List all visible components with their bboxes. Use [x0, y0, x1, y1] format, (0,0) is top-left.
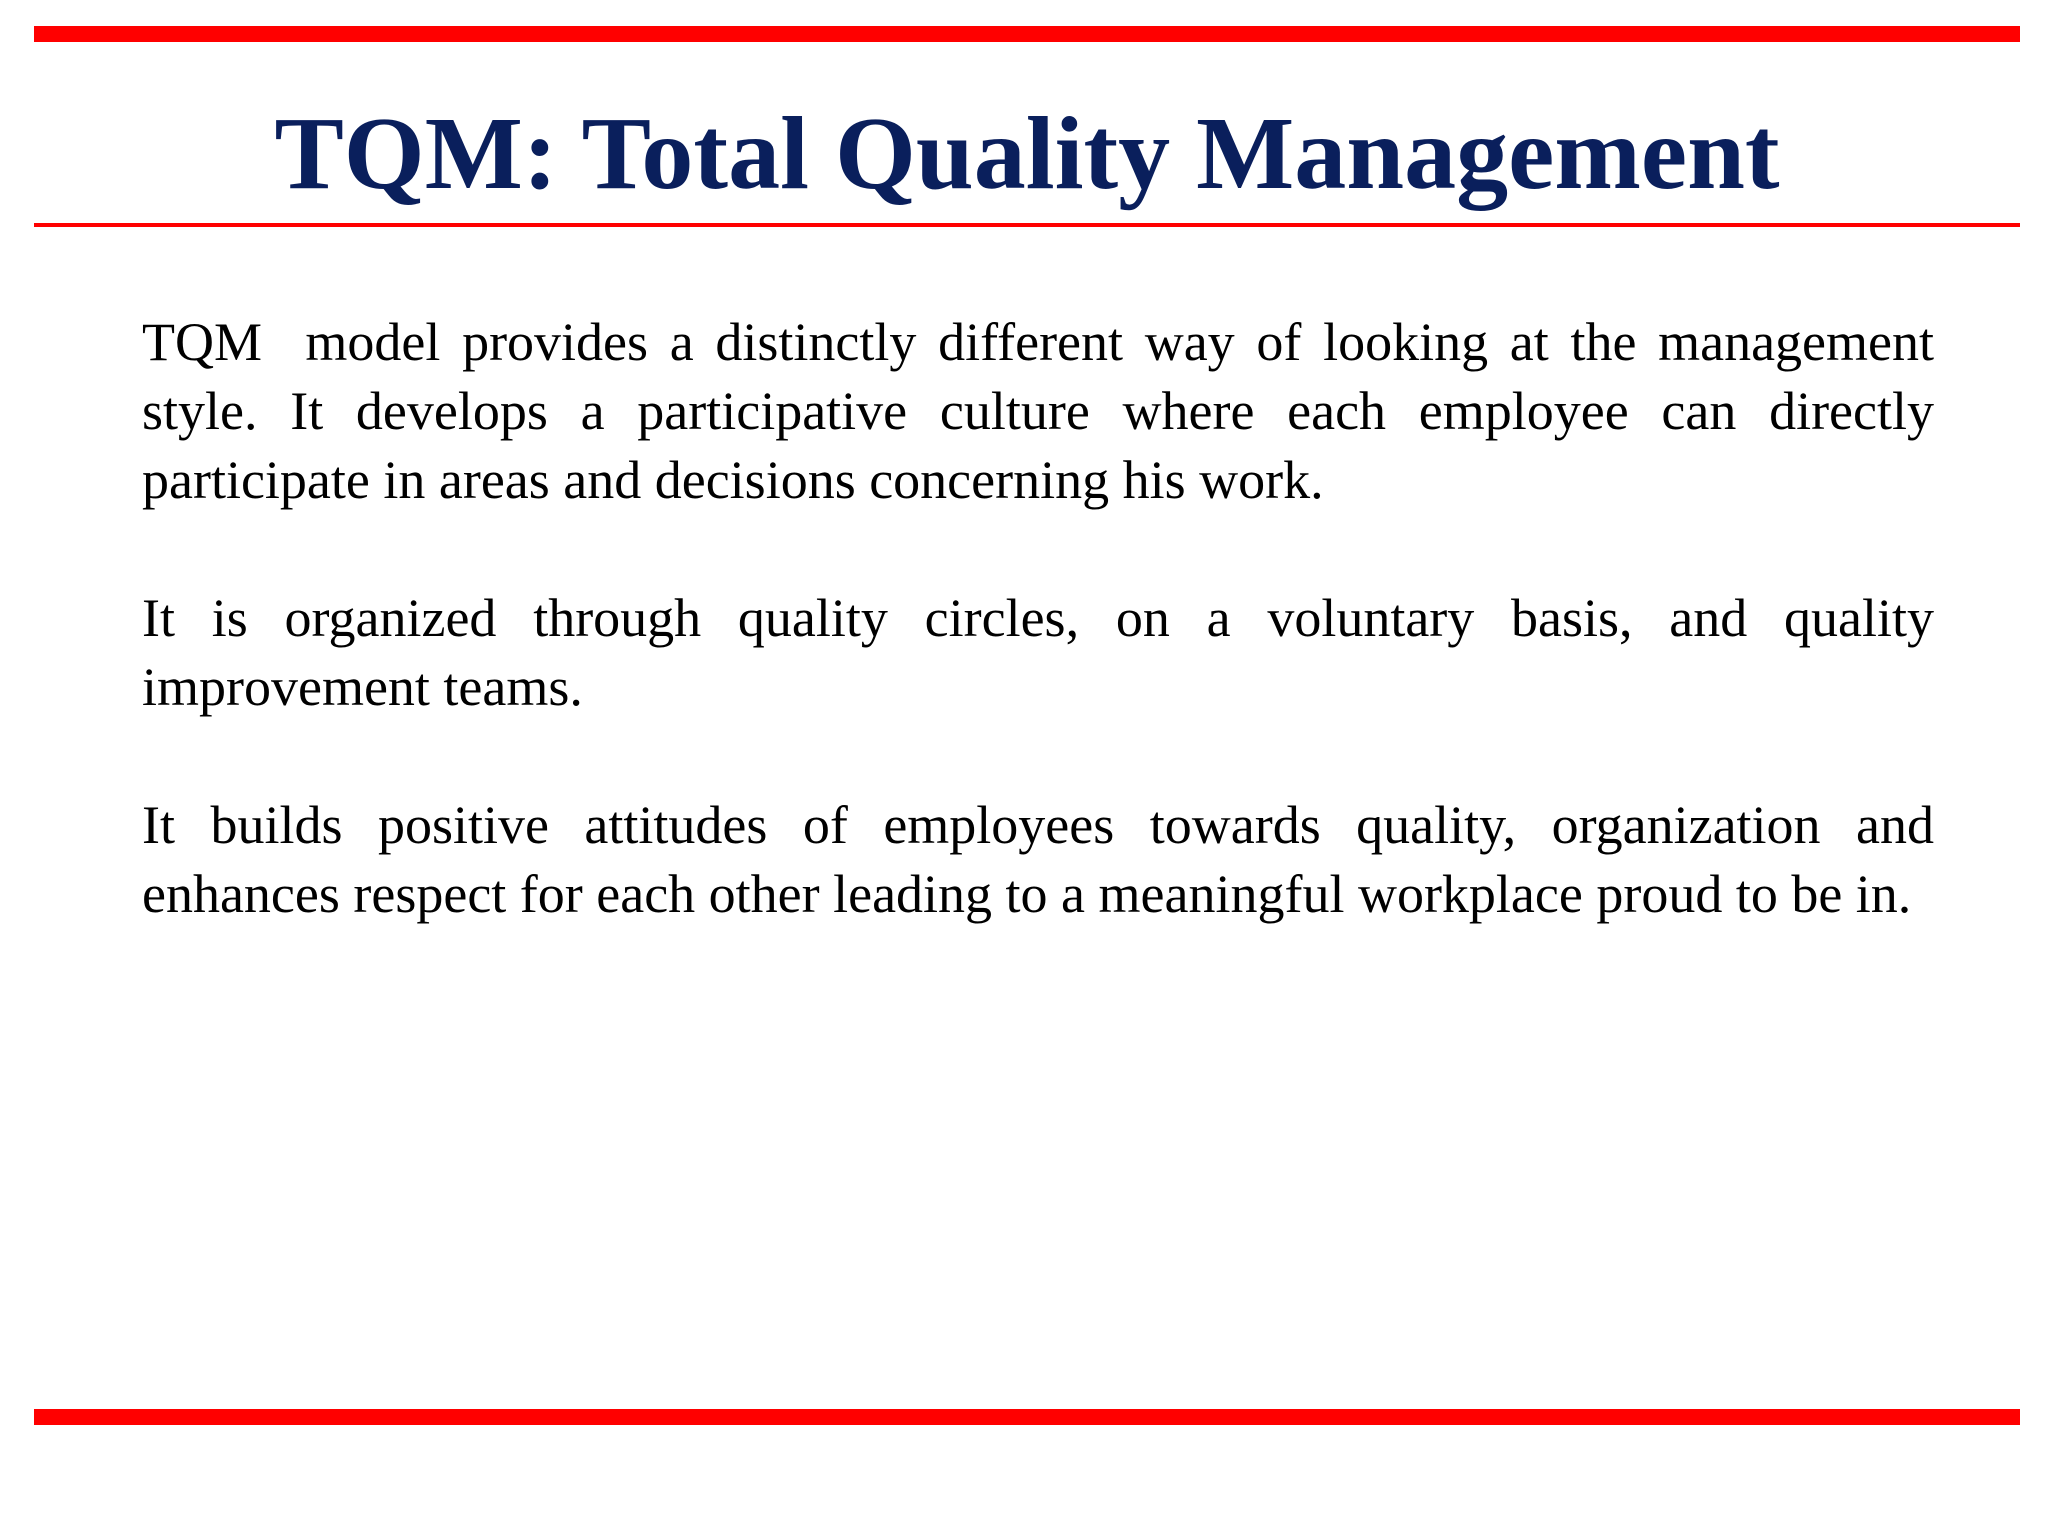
slide-title: TQM: Total Quality Management: [274, 96, 1780, 211]
title-underline-rule: [34, 223, 2020, 227]
slide-body: [142, 308, 1948, 929]
top-red-rule: [34, 26, 2020, 42]
body-paragraph-2: It is organized through quality circles, on a voluntary basis, and quality improvement teams.: [142, 588, 1948, 717]
body-paragraph-3: It builds positive attitudes of employees towards quality, organization and enhances respect for each other leading to a meaningful workplace proud to be in.: [142, 795, 1948, 924]
bottom-red-rule: [34, 1409, 2020, 1425]
body-paragraph-1: TQM model provides a distinctly different way of looking at the management style. It develops a participative culture where each employee can directly participate in areas and decisions concerning his work.: [142, 312, 1948, 510]
